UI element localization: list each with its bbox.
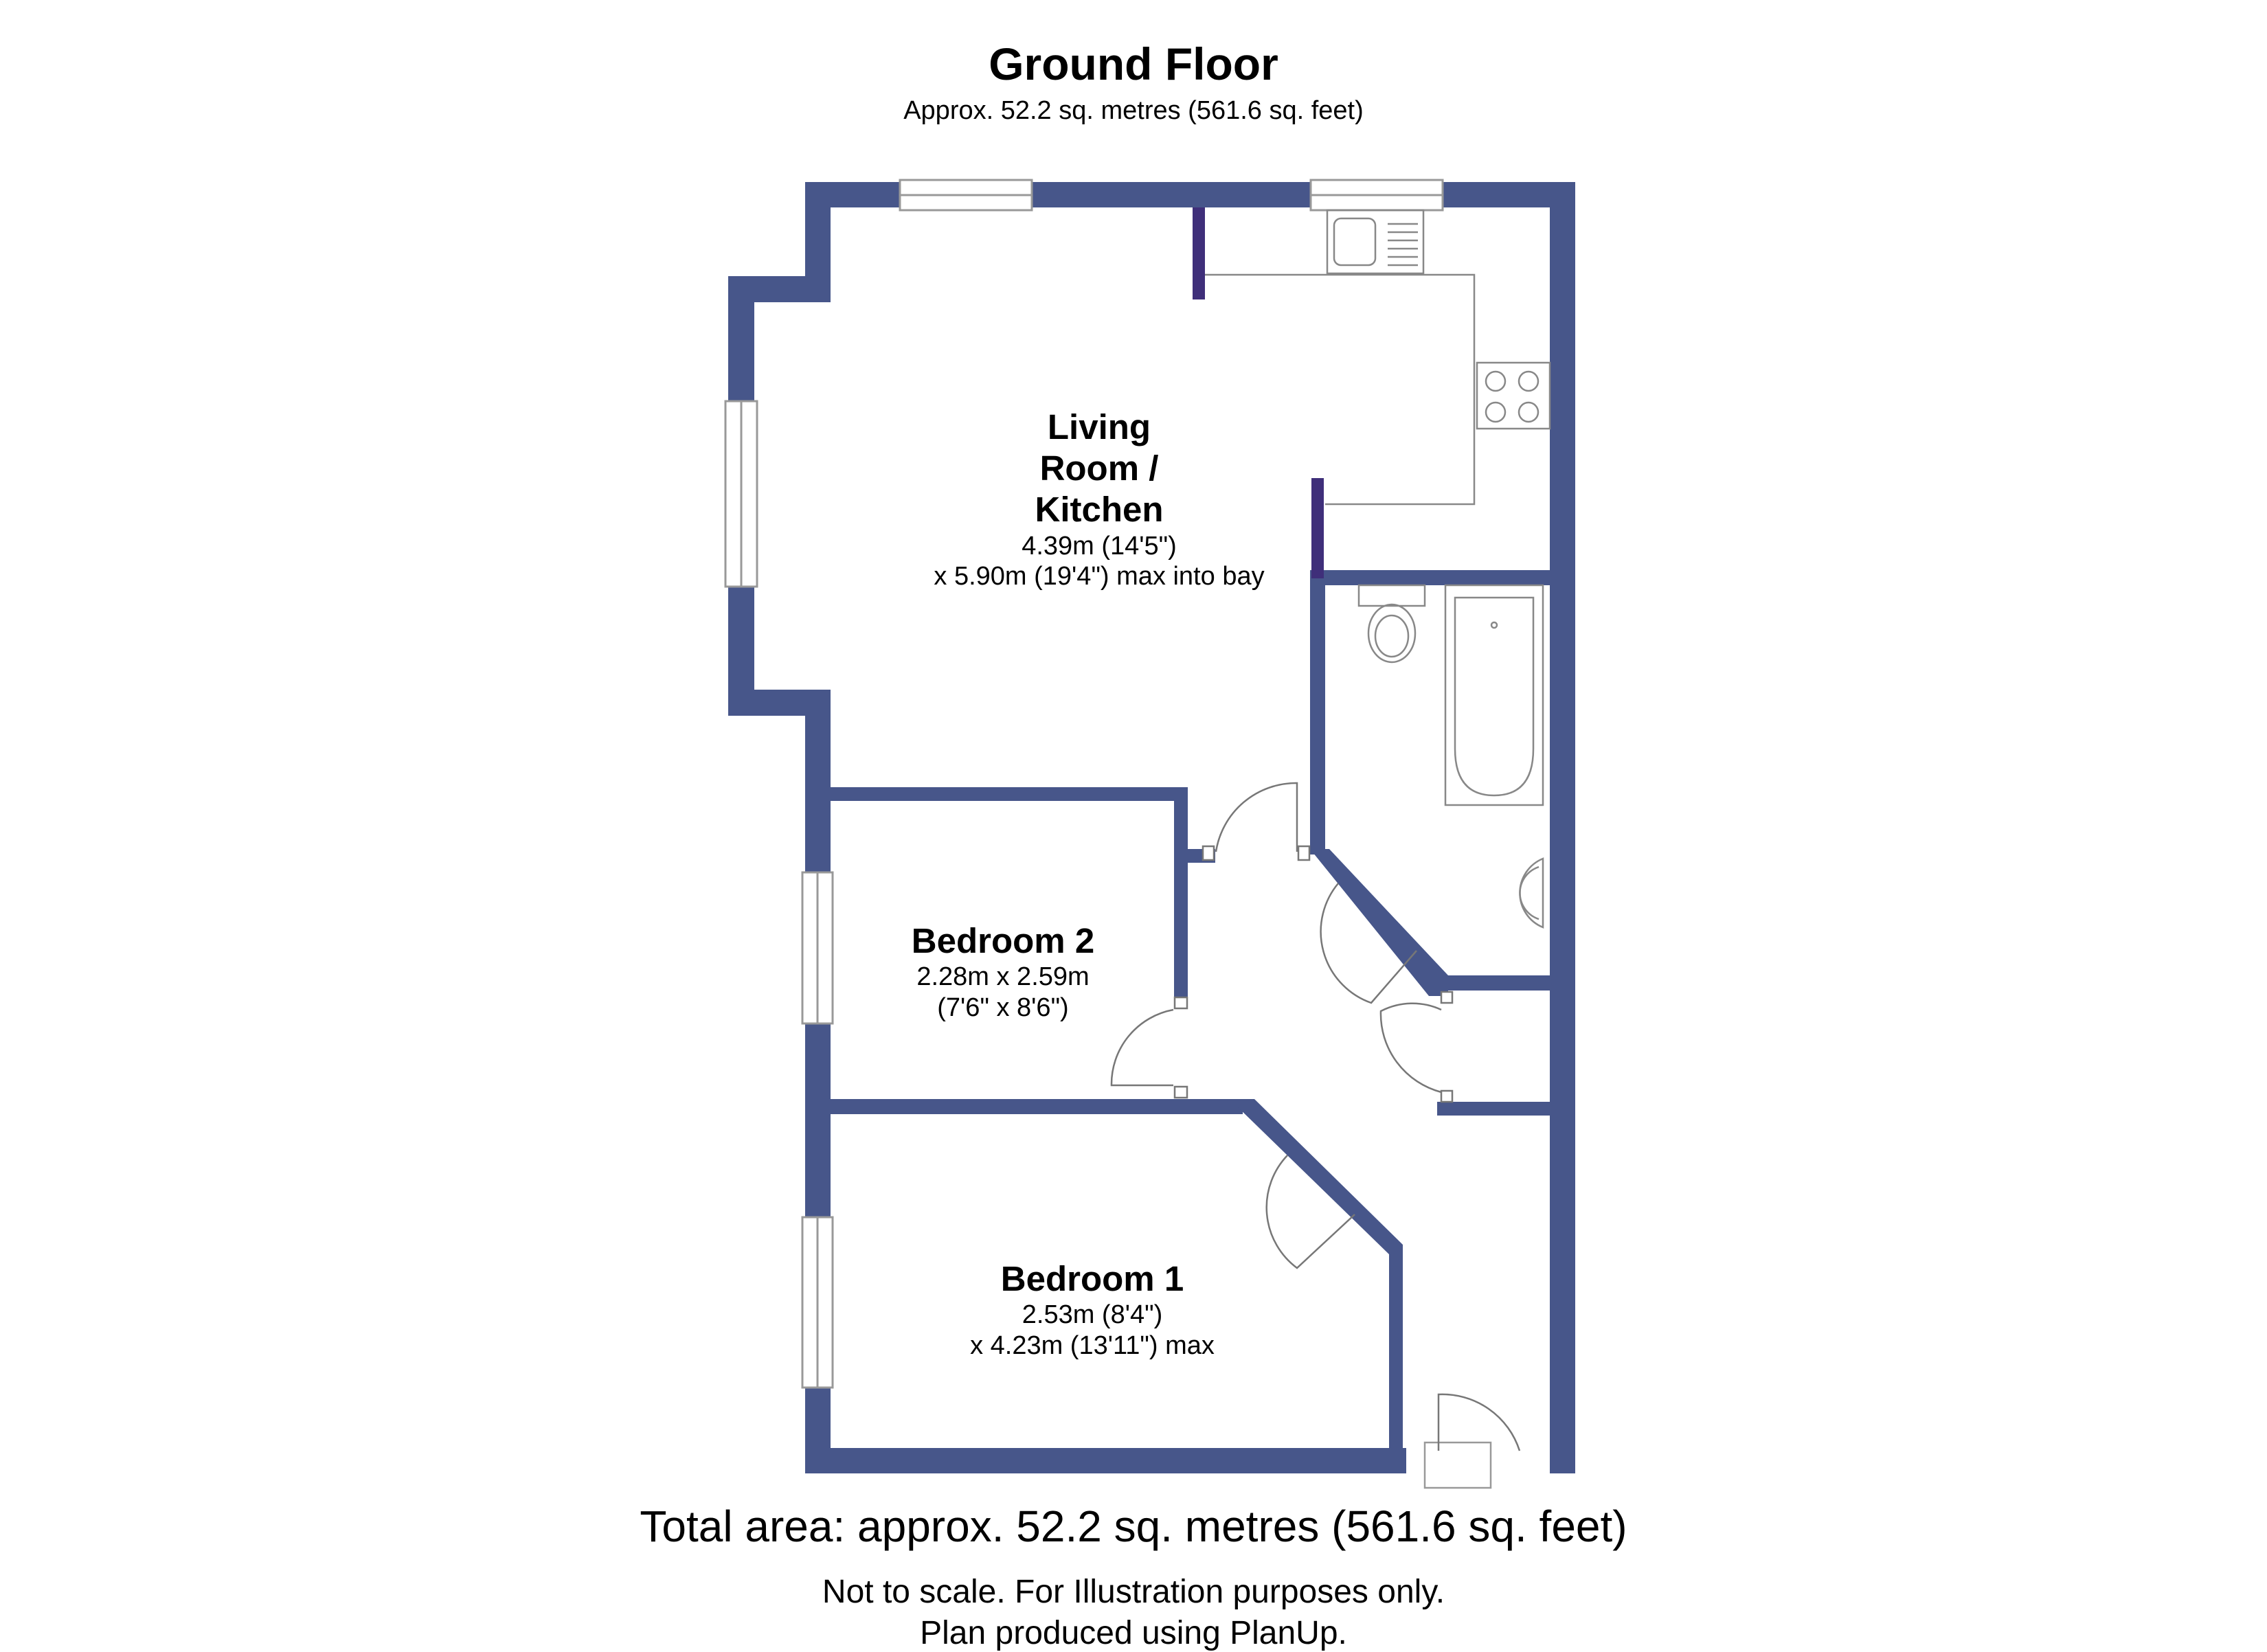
doors (1112, 783, 1520, 1488)
room-name: Bedroom 2 (911, 921, 1095, 960)
room-dimensions: x 5.90m (19'4") max into bay (934, 562, 1265, 591)
toilet-cistern (1359, 585, 1425, 606)
basin (1520, 859, 1543, 927)
room-bedroom-2 (831, 920, 1175, 1023)
windows (725, 180, 1443, 1388)
plan-credit-note: Plan produced using PlanUp. (920, 1615, 1347, 1651)
kitchen-partition (1193, 207, 1205, 299)
door-closet (1381, 992, 1452, 1102)
door-living (1203, 783, 1309, 860)
total-area: Total area: approx. 52.2 sq. metres (561.6 sq. feet) (640, 1502, 1627, 1551)
room-name: Room / (1039, 449, 1159, 488)
room-name: Kitchen (1035, 490, 1164, 530)
room-dimensions: 2.28m x 2.59m (916, 962, 1090, 992)
room-dimensions: (7'6" x 8'6") (937, 993, 1069, 1022)
wall-bath-left (1310, 577, 1325, 855)
wall-closet-bottom (1437, 1102, 1550, 1116)
bath (1445, 585, 1543, 805)
wall-bottom (805, 1448, 1406, 1473)
room-name: Living (1047, 407, 1151, 446)
room-living-kitchen (852, 407, 1346, 592)
wall-bed1-top (831, 1099, 1243, 1114)
room-dimensions: x 4.23m (13'11") max (970, 1331, 1215, 1360)
disclaimer-note: Not to scale. For Illustration purposes only. (822, 1574, 1445, 1610)
door-entrance (1425, 1394, 1520, 1488)
wall-right (1550, 182, 1575, 1473)
bathroom-fixtures (1359, 585, 1543, 927)
room-name: Bedroom 1 (1000, 1259, 1184, 1298)
wall-bed2-right-upper (1174, 787, 1188, 999)
room-dimensions: 4.39m (14'5") (1022, 531, 1177, 561)
room-dimensions: 2.53m (8'4") (1022, 1300, 1163, 1330)
floor-title: Ground Floor (989, 38, 1278, 89)
room-bedroom-1 (886, 1258, 1298, 1361)
floor-area-subtitle: Approx. 52.2 sq. metres (561.6 sq. feet) (903, 96, 1364, 125)
wall-bed2-top (831, 787, 1188, 801)
wall-bath-diagonal (1310, 849, 1448, 996)
wall-bath-bottom (1443, 975, 1550, 991)
